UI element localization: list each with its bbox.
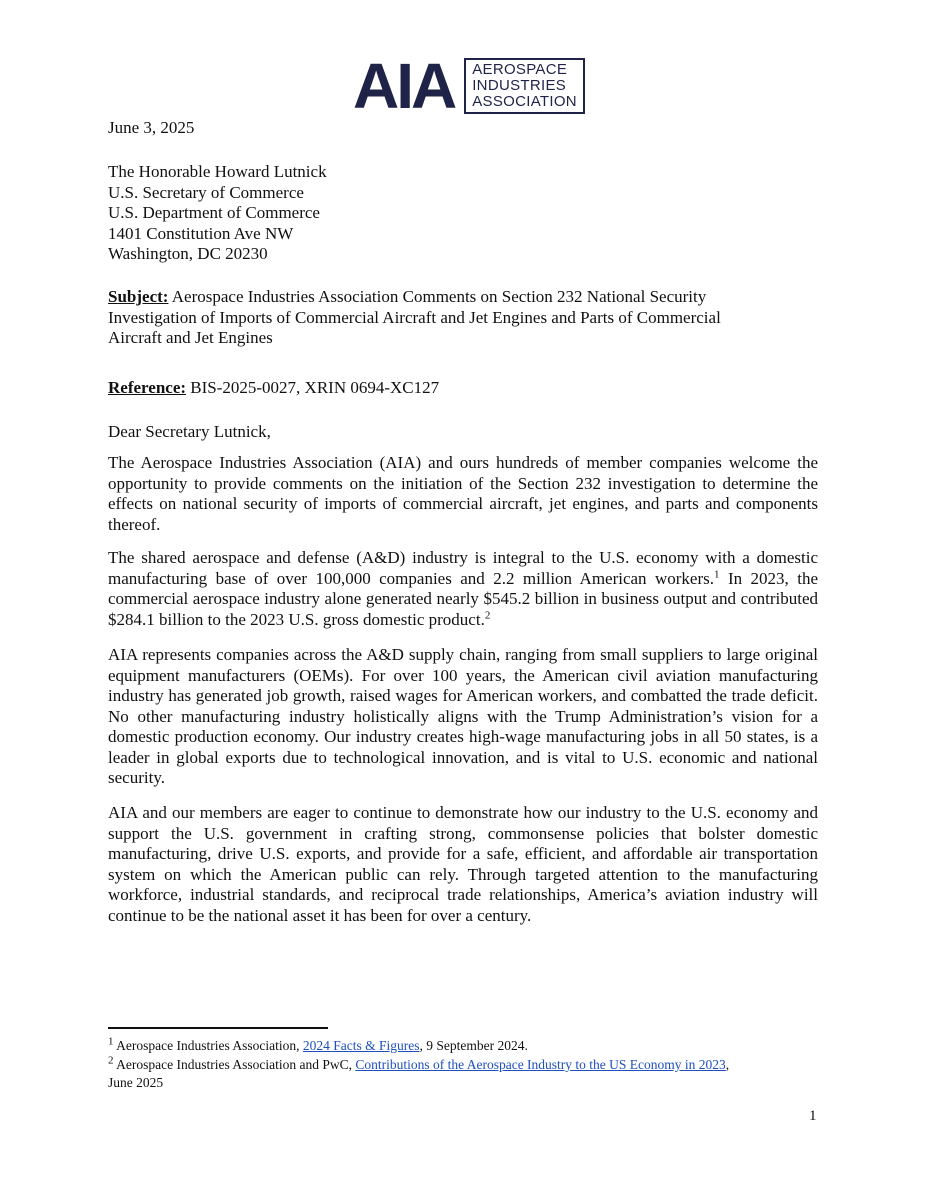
logo-line-3: ASSOCIATION <box>472 93 577 110</box>
footnote-ref-2: 2 <box>484 608 491 621</box>
subject-text: Aerospace Industries Association Comments on Section 232 National Security <box>168 287 707 306</box>
aia-logo <box>353 50 585 122</box>
footnote-1-mark: 1 <box>108 1035 114 1048</box>
footnote-2-link[interactable]: Contributions of the Aerospace Industry to the US Economy in 2023 <box>355 1057 726 1072</box>
salutation-text: Dear Secretary Lutnick, <box>108 422 271 441</box>
footnote-1 <box>108 1037 828 1055</box>
body-paragraph-1: The Aerospace Industries Association (AIA) and ours hundreds of member companies welcome the opportunity to provide comments on the initiation of the Section 232 investigation to determine the effects on national security of imports of commercial aircraft, jet engines, and parts and components thereof. <box>108 453 818 534</box>
page-number: 1 <box>809 1108 817 1124</box>
recipient-line: The Honorable Howard Lutnick <box>108 162 327 181</box>
paragraph-2-text-b: In 2023, the commercial aerospace industry alone generated nearly $545.2 billion in business output and contributed $284.1 billion to the 2023 U.S. gross domestic product. <box>108 568 819 629</box>
footnote-2 <box>108 1056 828 1092</box>
body-paragraph-4: AIA and our members are eager to continue to demonstrate how our industry to the U.S. economy and support the U.S. government in crafting strong, commonsense policies that bolster domestic manufacturing, drive U.S. exports, and provide for a safe, efficient, and affordable air transportation system on which the American public can rely. Through targeted attention to the manufacturing workforce, industrial standards, and reciprocal trade relationships, America’s aviation industry will continue to be the national asset it has been for over a century. <box>108 803 818 925</box>
footnote-2-suffix: , <box>725 1057 730 1072</box>
subject-block <box>108 287 818 349</box>
footnote-1-suffix: , 9 September 2024. <box>419 1038 528 1053</box>
recipient-line: U.S. Secretary of Commerce <box>108 182 304 202</box>
recipient-line: U.S. Department of Commerce <box>108 203 320 222</box>
logo-line-2: INDUSTRIES <box>472 77 567 94</box>
subject-label: Subject: <box>108 287 169 306</box>
letter-date <box>108 118 818 139</box>
paragraph-2-text-a: The shared aerospace and defense (A&D) industry is integral to the U.S. economy with a domestic manufacturing base of over 100,000 companies and 2.2 million American workers. <box>108 548 818 588</box>
logo-line-1: AEROSPACE <box>472 61 568 78</box>
footnote-2-mark: 2 <box>108 1054 114 1067</box>
recipient-line: 1401 Constitution Ave NW <box>108 223 294 243</box>
date-text: June 3, 2025 <box>108 118 195 137</box>
footnote-1-text: Aerospace Industries Association, <box>113 1038 303 1053</box>
recipient-address <box>108 162 818 265</box>
footnote-1-link[interactable]: 2024 Facts & Figures <box>302 1038 420 1053</box>
reference-text: BIS-2025-0027, XRIN 0694-XC127 <box>186 378 440 397</box>
footnote-2-date: June 2025 <box>108 1075 164 1090</box>
subject-text-line3: Aircraft and Jet Engines <box>108 328 273 347</box>
logo-mark: AIA <box>353 50 455 122</box>
footnote-2-text: Aerospace Industries Association and PwC, <box>113 1057 356 1072</box>
footnote-ref-1: 1 <box>714 567 720 580</box>
reference-label: Reference: <box>108 378 187 397</box>
subject-text-line2: Investigation of Imports of Commercial Aircraft and Jet Engines and Parts of Commercial <box>108 307 721 327</box>
footnote-divider <box>108 1027 328 1029</box>
salutation <box>108 422 818 443</box>
reference-block <box>108 378 818 399</box>
recipient-line: Washington, DC 20230 <box>108 244 268 263</box>
body-paragraph-3: AIA represents companies across the A&D supply chain, ranging from small suppliers to large original equipment manufacturers (OEMs). For over 100 years, the American civil aviation manufacturing industry has generated job growth, raised wages for American workers, and combatted the trade deficit. No other manufacturing industry holistically aligns with the Trump Administration’s vision for a domestic production economy. Our industry creates high-wage manufacturing jobs in all 50 states, is a leader in global exports due to technological innovation, and is vital to U.S. economic and national security. <box>108 645 818 787</box>
body-paragraph-2 <box>108 548 818 630</box>
logo-wordmark <box>464 58 585 114</box>
